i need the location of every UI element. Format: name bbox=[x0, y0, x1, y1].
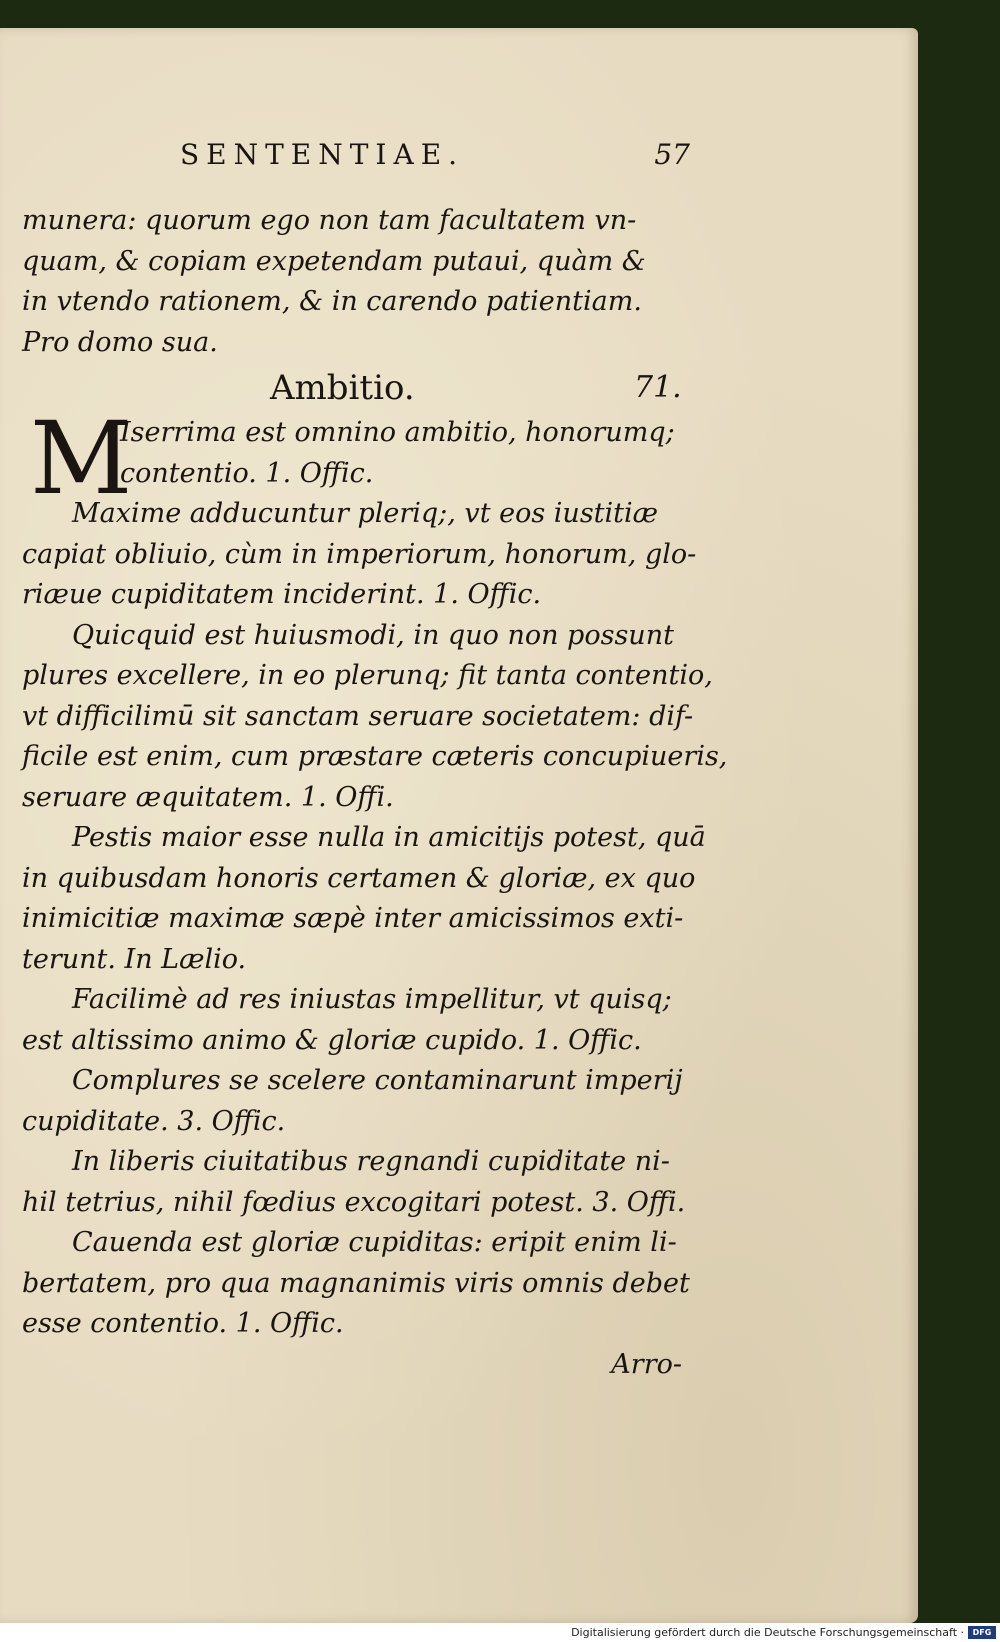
drop-cap: M bbox=[30, 400, 133, 517]
text-line: Complures se scelere contaminarunt imperij bbox=[72, 1065, 683, 1096]
text-line: Maxime adducuntur pleriq;, vt eos iustitiæ bbox=[72, 498, 659, 529]
text-line: Quicquid est huiusmodi, in quo non possunt bbox=[72, 619, 674, 651]
text-line: est altissimo animo & gloriæ cupido. 1. Offic. bbox=[22, 1024, 642, 1056]
footer-credit: Digitalisierung gefördert durch die Deutsche Forschungsgemeinschaft · bbox=[571, 1626, 964, 1639]
text-line: munera: quorum ego non tam facultatem vn- bbox=[22, 205, 637, 236]
text-line: quam, & copiam expetendam putaui, quàm & bbox=[22, 245, 646, 277]
text-line: terunt. In Lælio. bbox=[22, 943, 247, 975]
catchword: Arro- bbox=[611, 1348, 682, 1380]
text-line: cupiditate. 3. Offic. bbox=[22, 1105, 286, 1137]
page-number: 57 bbox=[654, 138, 690, 171]
digitization-footer bbox=[0, 1623, 1000, 1642]
text-line: Facilimè ad res iniustas impellitur, vt quisq; bbox=[72, 984, 672, 1015]
text-line: Pro domo sua. bbox=[22, 326, 218, 358]
page-text bbox=[22, 201, 728, 1385]
body-text bbox=[22, 494, 728, 1345]
text-line: bertatem, pro qua magnanimis viris omnis debet bbox=[22, 1267, 690, 1299]
text-line: riæue cupiditatem inciderint. 1. Offic. bbox=[22, 579, 542, 610]
text-line: hil tetrius, nihil fœdius excogitari potest. 3. Offi. bbox=[22, 1186, 686, 1218]
text-line: contentio. 1. Offic. bbox=[120, 457, 374, 489]
text-line: capiat obliuio, cùm in imperiorum, honorum, glo- bbox=[22, 538, 697, 570]
section-title: Ambitio. bbox=[270, 368, 415, 408]
text-line: esse contentio. 1. Offic. bbox=[22, 1308, 344, 1339]
text-line: In liberis ciuitatibus regnandi cupiditate ni- bbox=[72, 1146, 670, 1177]
text-line: vt difficilimū sit sanctam seruare societatem: dif- bbox=[22, 700, 694, 732]
text-line: Iserrima est omnino ambitio, honorumq; bbox=[120, 417, 675, 448]
dfg-logo: DFG bbox=[968, 1626, 996, 1639]
text-line: plures excellere, in eo plerunq; fit tanta contentio, bbox=[22, 660, 713, 691]
text-line: seruare æquitatem. 1. Offi. bbox=[22, 781, 394, 813]
section-number: 71. bbox=[634, 370, 682, 405]
text-line: inimicitiæ maximæ sæpè inter amicissimos exti- bbox=[22, 903, 684, 934]
text-line: ficile est enim, cum præstare cæteris concupiueris, bbox=[22, 741, 728, 772]
text-line: Cauenda est gloriæ cupiditas: eripit enim li- bbox=[72, 1227, 677, 1258]
text-line: Pestis maior esse nulla in amicitijs potest, quā bbox=[72, 822, 706, 853]
text-line: in vtendo rationem, & in carendo patientiam. bbox=[22, 286, 642, 317]
running-title: SENTENTIAE. bbox=[180, 138, 465, 171]
book-page bbox=[0, 28, 918, 1623]
text-line: in quibusdam honoris certamen & gloriæ, ex quo bbox=[22, 862, 696, 894]
running-header bbox=[180, 138, 690, 182]
